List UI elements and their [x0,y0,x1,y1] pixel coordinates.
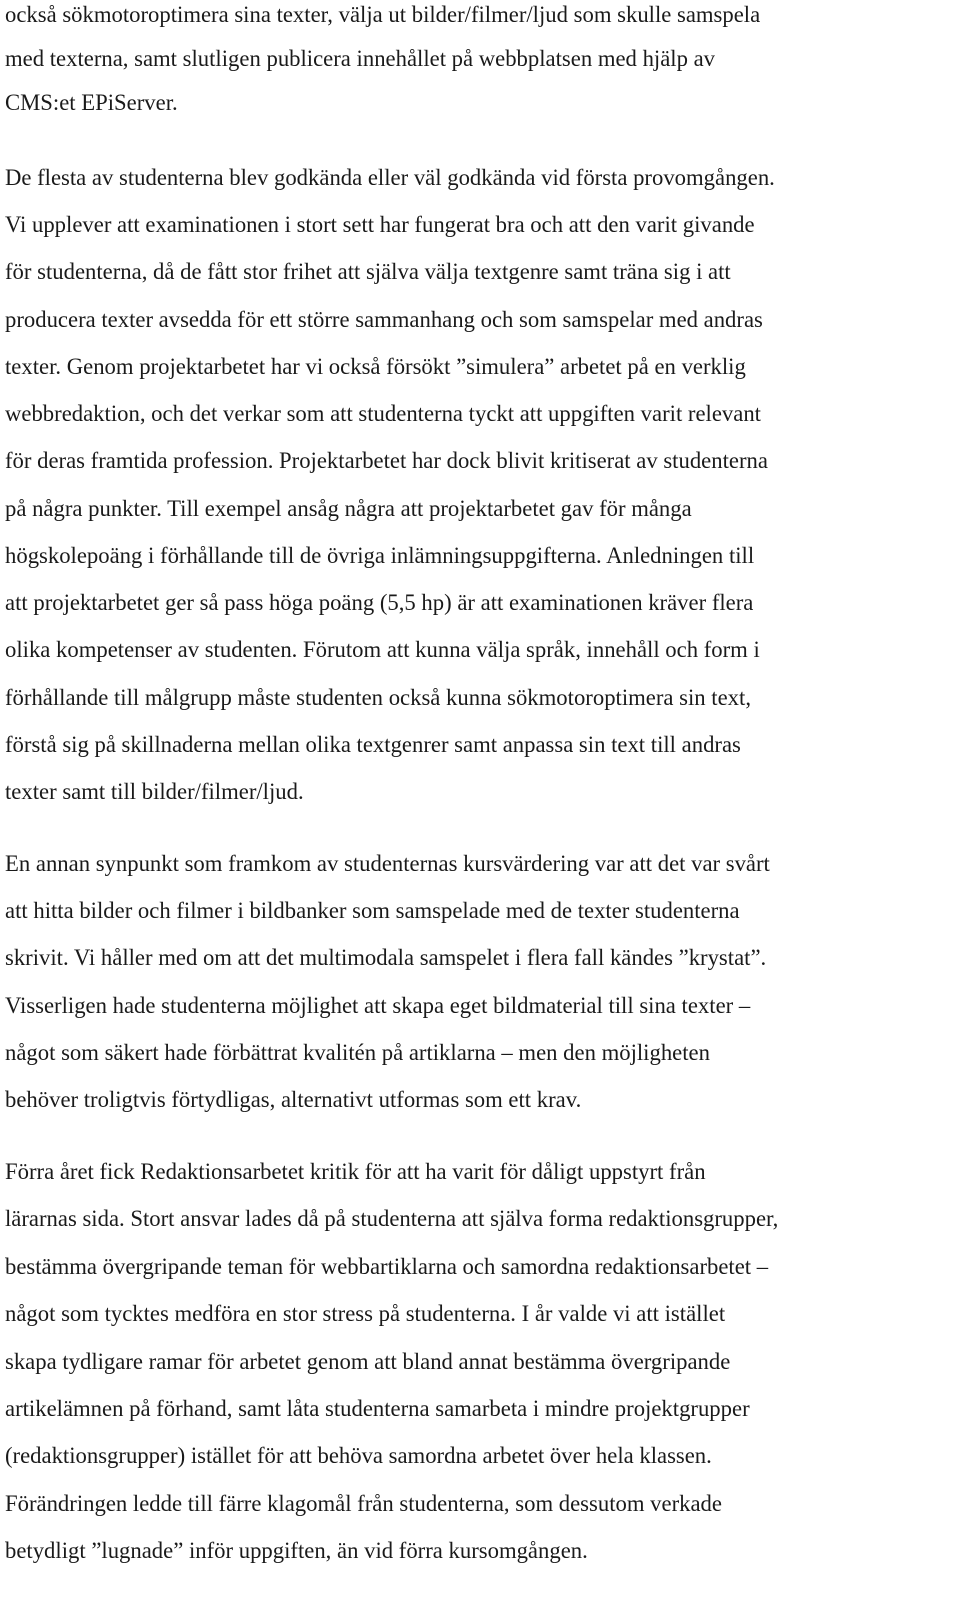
text-line: (redaktionsgrupper) istället för att behöva samordna arbetet över hela klassen. [5,1443,712,1468]
text-line: Förändringen ledde till färre klagomål från studenterna, som dessutom verkade [5,1491,722,1516]
text-line: att projektarbetet ger så pass höga poäng (5,5 hp) är att examinationen kräver flera [5,590,754,615]
text-line: De flesta av studenterna blev godkända eller väl godkända vid första provomgången. [5,165,775,190]
text-line: texter. Genom projektarbetet har vi också försökt ”simulera” arbetet på en verklig [5,354,746,379]
text-line: Förra året fick Redaktionsarbetet kritik för att ha varit för dåligt uppstyrt från [5,1159,706,1184]
text-line: för deras framtida profession. Projektarbetet har dock blivit kritiserat av studenterna [5,448,768,473]
text-line: förhållande till målgrupp måste studenten också kunna sökmotoroptimera sin text, [5,685,751,710]
text-line: Visserligen hade studenterna möjlighet att skapa eget bildmaterial till sina texter – [5,993,751,1018]
text-line: CMS:et EPiServer. [5,90,178,115]
text-line: något som säkert hade förbättrat kvalitén på artiklarna – men den möjligheten [5,1040,710,1065]
text-line: lärarnas sida. Stort ansvar lades då på studenterna att själva forma redaktionsgrupper, [5,1206,779,1231]
text-line: texter samt till bilder/filmer/ljud. [5,779,304,804]
text-line: med texterna, samt slutligen publicera innehållet på webbplatsen med hjälp av [5,46,716,71]
text-line: Vi upplever att examinationen i stort sett har fungerat bra och att den varit givande [5,212,755,237]
text-line: artikelämnen på förhand, samt låta studenterna samarbeta i mindre projektgrupper [5,1396,750,1421]
text-line: också sökmotoroptimera sina texter, välja ut bilder/filmer/ljud som skulle samspela [5,2,761,27]
text-line: En annan synpunkt som framkom av studenternas kursvärdering var att det var svårt [5,851,770,876]
text-line: förstå sig på skillnaderna mellan olika textgenrer samt anpassa sin text till andras [5,732,741,757]
text-line: producera texter avsedda för ett större sammanhang och som samspelar med andras [5,307,763,332]
text-line: behöver troligtvis förtydligas, alternativt utformas som ett krav. [5,1087,582,1112]
text-line: på några punkter. Till exempel ansåg några att projektarbetet gav för många [5,496,692,521]
text-line: skrivit. Vi håller med om att det multimodala samspelet i flera fall kändes ”krystat”. [5,945,767,970]
text-line: bestämma övergripande teman för webbartiklarna och samordna redaktionsarbetet – [5,1254,769,1279]
text-line: webbredaktion, och det verkar som att studenterna tyckt att uppgiften varit relevant [5,401,761,426]
text-line: något som tycktes medföra en stor stress på studenterna. I år valde vi att istället [5,1301,726,1326]
text-line: att hitta bilder och filmer i bildbanker som samspelade med de texter studenterna [5,898,740,923]
text-line: betydligt ”lugnade” inför uppgiften, än vid förra kursomgången. [5,1538,588,1563]
text-line: för studenterna, då de fått stor frihet att själva välja textgenre samt träna sig i att [5,259,731,284]
text-line: högskolepoäng i förhållande till de övriga inlämningsuppgifterna. Anledningen till [5,543,755,568]
text-line: skapa tydligare ramar för arbetet genom att bland annat bestämma övergripande [5,1349,731,1374]
text-line: olika kompetenser av studenten. Förutom att kunna välja språk, innehåll och form i [5,637,760,662]
